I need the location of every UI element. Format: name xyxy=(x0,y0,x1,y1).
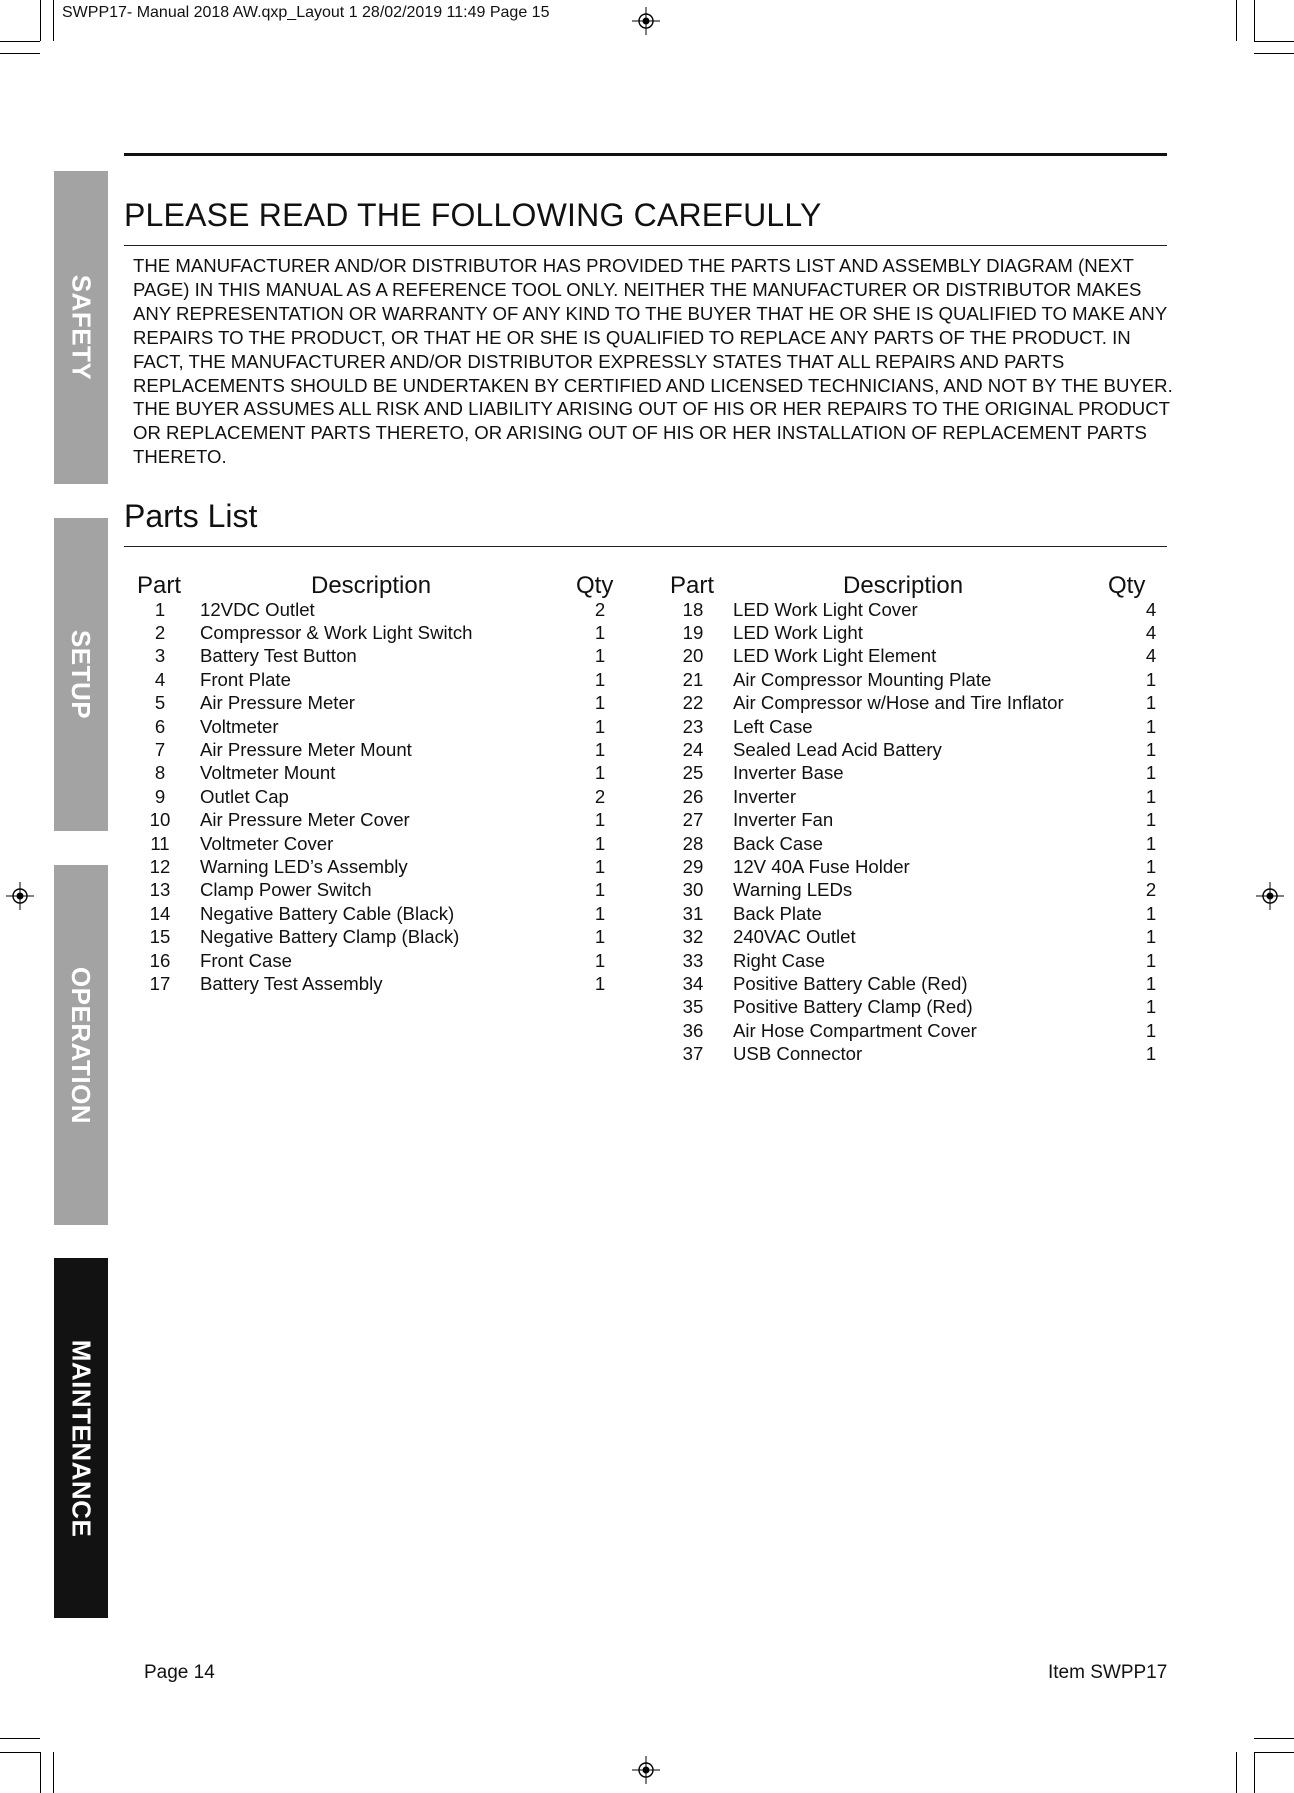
part-number: 29 xyxy=(682,855,704,877)
part-number: 31 xyxy=(682,902,704,924)
part-description: Voltmeter Cover xyxy=(200,832,334,854)
part-number: 5 xyxy=(154,692,166,714)
parts-list-title: Parts List xyxy=(124,498,258,534)
table-row xyxy=(138,762,658,785)
part-number: 22 xyxy=(682,692,704,714)
part-description: LED Work Light Element xyxy=(733,645,937,667)
part-description: Front Plate xyxy=(200,668,291,690)
part-number: 6 xyxy=(154,715,166,737)
column-header-part: Part xyxy=(137,572,182,599)
part-description: Negative Battery Clamp (Black) xyxy=(200,926,460,948)
column-header-description: Description xyxy=(843,572,964,599)
column-header-description: Description xyxy=(311,572,432,599)
part-description: Battery Test Assembly xyxy=(200,972,383,994)
side-tab-label: OPERATION xyxy=(66,966,97,1124)
part-qty: 1 xyxy=(1145,715,1157,737)
heading-rule xyxy=(124,245,1167,246)
table-row xyxy=(138,598,658,621)
part-number: 19 xyxy=(682,622,704,644)
table-row xyxy=(138,809,658,832)
table-row xyxy=(138,925,658,948)
column-header-part: Part xyxy=(670,572,715,599)
part-number: 15 xyxy=(149,926,171,948)
table-row xyxy=(671,996,1191,1019)
part-qty: 1 xyxy=(1145,668,1157,690)
part-description: Sealed Lead Acid Battery xyxy=(733,739,942,761)
part-number: 36 xyxy=(682,1019,704,1041)
part-qty: 1 xyxy=(594,879,606,901)
part-qty: 1 xyxy=(1145,926,1157,948)
crop-mark xyxy=(1254,0,1255,41)
part-qty: 4 xyxy=(1145,622,1157,644)
part-description: Voltmeter Mount xyxy=(200,762,336,784)
table-row xyxy=(671,738,1191,761)
part-description: Clamp Power Switch xyxy=(200,879,372,901)
part-number: 4 xyxy=(154,668,166,690)
part-number: 17 xyxy=(149,972,171,994)
part-description: Left Case xyxy=(733,715,813,737)
part-description: Air Pressure Meter Cover xyxy=(200,809,410,831)
part-qty: 1 xyxy=(594,855,606,877)
crop-mark xyxy=(0,53,40,54)
part-qty: 1 xyxy=(594,645,606,667)
table-row xyxy=(138,949,658,972)
table-row xyxy=(138,972,658,995)
part-qty: 1 xyxy=(594,972,606,994)
part-qty: 1 xyxy=(594,809,606,831)
table-row xyxy=(138,621,658,644)
part-number: 37 xyxy=(682,1043,704,1065)
parts-table-right xyxy=(671,598,1191,1078)
part-number: 7 xyxy=(154,739,166,761)
table-row xyxy=(138,738,658,761)
part-number: 20 xyxy=(682,645,704,667)
part-number: 33 xyxy=(682,949,704,971)
part-qty: 4 xyxy=(1145,598,1157,620)
table-row xyxy=(138,785,658,808)
part-number: 2 xyxy=(154,622,166,644)
side-tab-label: MAINTENANCE xyxy=(66,1339,97,1537)
part-qty: 1 xyxy=(594,715,606,737)
crop-mark xyxy=(0,1752,40,1753)
part-description: Back Case xyxy=(733,832,823,854)
part-description: LED Work Light xyxy=(733,622,863,644)
disclaimer-text: THE MANUFACTURER AND/OR DISTRIBUTOR HAS PROVIDED THE PARTS LIST AND ASSEMBLY DIAGRAM (NEXT PAGE) IN THIS MANUAL AS A REFERENCE TOOL ONLY. NEITHER THE MANUFACTURER OR DISTRIBUTOR MAKES ANY REPRESENTATION OR WARRANTY OF ANY KIND TO THE BUYER THAT HE OR SHE IS QUALIFIED TO MAKE ANY REPAIRS TO THE PRODUCT, OR THAT HE OR SHE IS QUALIFIED TO REPLACE ANY PARTS OF THE PRODUCT. IN FACT, THE MANUFACTURER AND/OR DISTRIBUTOR EXPRESSLY STATES THAT ALL REPAIRS AND PARTS REPLACEMENTS SHOULD BE UNDERTAKEN BY CERTIFIED AND LICENSED TECHNICIANS, AND NOT BY THE BUYER. THE BUYER ASSUMES ALL RISK AND LIABILITY ARISING OUT OF HIS OR HER REPAIRS TO THE ORIGINAL PRODUCT OR REPLACEMENT PARTS THERETO, OR ARISING OUT OF HIS OR HER INSTALLATION OF REPLACEMENT PARTS THERETO. xyxy=(133,255,1173,468)
registration-mark-icon xyxy=(6,882,34,910)
part-description: 12V 40A Fuse Holder xyxy=(733,855,910,877)
part-description: 12VDC Outlet xyxy=(200,598,315,620)
part-qty: 1 xyxy=(1145,855,1157,877)
table-row xyxy=(671,668,1191,691)
side-tab-label: SAFETY xyxy=(66,274,97,381)
part-qty: 1 xyxy=(1145,809,1157,831)
part-description: Compressor & Work Light Switch xyxy=(200,622,473,644)
table-row xyxy=(138,645,658,668)
part-description: Air Compressor w/Hose and Tire Inflator xyxy=(733,692,1064,714)
part-qty: 1 xyxy=(594,949,606,971)
crop-mark xyxy=(1254,53,1294,54)
part-qty: 1 xyxy=(1145,762,1157,784)
part-qty: 1 xyxy=(594,902,606,924)
table-row xyxy=(671,832,1191,855)
part-description: Front Case xyxy=(200,949,292,971)
table-row xyxy=(671,949,1191,972)
crop-mark xyxy=(40,0,41,41)
part-qty: 1 xyxy=(594,739,606,761)
part-description: Air Pressure Meter xyxy=(200,692,355,714)
part-description: Inverter xyxy=(733,785,797,807)
part-description: Air Hose Compartment Cover xyxy=(733,1019,977,1041)
page-heading: PLEASE READ THE FOLLOWING CAREFULLY xyxy=(124,197,822,233)
crop-mark xyxy=(53,1752,54,1793)
crop-mark xyxy=(1254,41,1294,42)
side-tab-maintenance[interactable] xyxy=(54,1258,108,1618)
part-qty: 1 xyxy=(1145,996,1157,1018)
part-number: 21 xyxy=(682,668,704,690)
table-row xyxy=(138,692,658,715)
part-description: Positive Battery Cable (Red) xyxy=(733,972,968,994)
part-description: Warning LED’s Assembly xyxy=(200,855,408,877)
part-number: 3 xyxy=(154,645,166,667)
table-row xyxy=(671,715,1191,738)
page-number: Page 14 xyxy=(144,1662,215,1683)
part-qty: 2 xyxy=(594,598,606,620)
table-row xyxy=(671,809,1191,832)
table-row xyxy=(138,855,658,878)
side-tab-setup[interactable] xyxy=(54,518,108,831)
part-description: Negative Battery Cable (Black) xyxy=(200,902,455,924)
part-number: 24 xyxy=(682,739,704,761)
part-qty: 1 xyxy=(1145,972,1157,994)
parts-list-rule xyxy=(124,546,1167,547)
table-row xyxy=(671,762,1191,785)
part-number: 23 xyxy=(682,715,704,737)
part-description: Inverter Fan xyxy=(733,809,834,831)
column-header-qty: Qty xyxy=(1108,572,1146,599)
part-qty: 1 xyxy=(1145,692,1157,714)
column-header-qty: Qty xyxy=(576,572,614,599)
side-tab-operation[interactable] xyxy=(54,865,108,1225)
table-row xyxy=(671,621,1191,644)
part-description: LED Work Light Cover xyxy=(733,598,918,620)
header-rule xyxy=(124,153,1167,156)
part-qty: 1 xyxy=(594,692,606,714)
registration-mark-icon xyxy=(1256,882,1284,910)
table-row xyxy=(671,645,1191,668)
part-description: Air Compressor Mounting Plate xyxy=(733,668,992,690)
side-tab-safety[interactable] xyxy=(54,171,108,484)
print-slug: SWPP17- Manual 2018 AW.qxp_Layout 1 28/02/2019 11:49 Page 15 xyxy=(62,4,550,21)
crop-mark xyxy=(1236,0,1237,41)
part-number: 28 xyxy=(682,832,704,854)
part-number: 32 xyxy=(682,926,704,948)
part-number: 27 xyxy=(682,809,704,831)
part-description: Inverter Base xyxy=(733,762,844,784)
part-description: Back Plate xyxy=(733,902,822,924)
part-qty: 1 xyxy=(594,762,606,784)
part-number: 35 xyxy=(682,996,704,1018)
part-qty: 1 xyxy=(594,668,606,690)
part-qty: 1 xyxy=(1145,739,1157,761)
part-number: 26 xyxy=(682,785,704,807)
part-qty: 1 xyxy=(1145,785,1157,807)
table-row xyxy=(671,598,1191,621)
crop-mark xyxy=(40,1752,41,1793)
part-qty: 2 xyxy=(594,785,606,807)
part-number: 9 xyxy=(154,785,166,807)
part-number: 10 xyxy=(149,809,171,831)
part-description: Right Case xyxy=(733,949,825,971)
part-qty: 1 xyxy=(1145,1043,1157,1065)
item-number: Item SWPP17 xyxy=(1048,1662,1168,1683)
part-description: Outlet Cap xyxy=(200,785,289,807)
part-number: 34 xyxy=(682,972,704,994)
table-row xyxy=(671,785,1191,808)
table-row xyxy=(138,715,658,738)
part-number: 18 xyxy=(682,598,704,620)
side-tab-label: SETUP xyxy=(66,629,97,720)
part-description: Voltmeter xyxy=(200,715,279,737)
part-qty: 1 xyxy=(594,926,606,948)
crop-mark xyxy=(1254,1738,1294,1739)
table-row xyxy=(671,879,1191,902)
crop-mark xyxy=(0,41,40,42)
part-description: 240VAC Outlet xyxy=(733,926,856,948)
part-qty: 1 xyxy=(1145,832,1157,854)
part-qty: 4 xyxy=(1145,645,1157,667)
table-row xyxy=(671,692,1191,715)
table-row xyxy=(671,1042,1191,1065)
part-description: Positive Battery Clamp (Red) xyxy=(733,996,973,1018)
table-row xyxy=(138,902,658,925)
table-row xyxy=(671,855,1191,878)
table-row xyxy=(671,972,1191,995)
parts-table-left xyxy=(138,598,658,1078)
crop-mark xyxy=(0,1738,40,1739)
part-number: 13 xyxy=(149,879,171,901)
table-row xyxy=(671,902,1191,925)
registration-mark-icon xyxy=(632,7,660,35)
part-number: 14 xyxy=(149,902,171,924)
part-qty: 1 xyxy=(1145,949,1157,971)
part-description: Warning LEDs xyxy=(733,879,853,901)
part-description: Battery Test Button xyxy=(200,645,357,667)
part-number: 11 xyxy=(150,832,170,854)
part-number: 12 xyxy=(149,855,171,877)
part-qty: 1 xyxy=(594,622,606,644)
crop-mark xyxy=(1236,1752,1237,1793)
part-qty: 1 xyxy=(1145,902,1157,924)
crop-mark xyxy=(1254,1752,1294,1753)
part-description: USB Connector xyxy=(733,1043,863,1065)
crop-mark xyxy=(53,0,54,41)
part-number: 25 xyxy=(682,762,704,784)
table-row xyxy=(138,879,658,902)
part-number: 16 xyxy=(149,949,171,971)
registration-mark-icon xyxy=(632,1756,660,1784)
table-row xyxy=(138,668,658,691)
part-description: Air Pressure Meter Mount xyxy=(200,739,412,761)
part-qty: 1 xyxy=(1145,1019,1157,1041)
part-qty: 1 xyxy=(594,832,606,854)
part-number: 1 xyxy=(154,598,166,620)
table-row xyxy=(671,925,1191,948)
table-row xyxy=(138,832,658,855)
part-number: 8 xyxy=(154,762,166,784)
crop-mark xyxy=(1254,1752,1255,1793)
part-number: 30 xyxy=(682,879,704,901)
table-row xyxy=(671,1019,1191,1042)
part-qty: 2 xyxy=(1145,879,1157,901)
